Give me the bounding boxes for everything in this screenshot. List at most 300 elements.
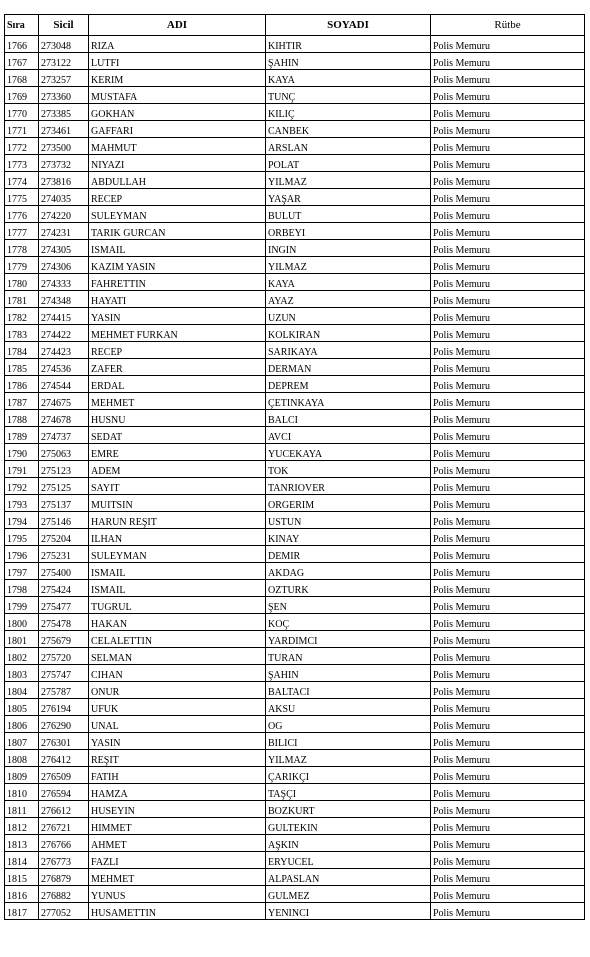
- cell-sira: 1803: [5, 665, 39, 682]
- cell-sicil: 275125: [39, 478, 89, 495]
- cell-soyadi: POLAT: [266, 155, 431, 172]
- cell-adi: KERIM: [89, 70, 266, 87]
- cell-sira: 1777: [5, 223, 39, 240]
- cell-sicil: 275477: [39, 597, 89, 614]
- cell-soyadi: KOÇ: [266, 614, 431, 631]
- table-row: [5, 427, 585, 444]
- cell-sicil: 274306: [39, 257, 89, 274]
- cell-sicil: 276290: [39, 716, 89, 733]
- cell-sicil: 275146: [39, 512, 89, 529]
- cell-rutbe: Polis Memuru: [431, 784, 585, 801]
- cell-adi: HAMZA: [89, 784, 266, 801]
- table-row: [5, 70, 585, 87]
- cell-soyadi: AKDAG: [266, 563, 431, 580]
- cell-sira: 1789: [5, 427, 39, 444]
- cell-rutbe: Polis Memuru: [431, 138, 585, 155]
- cell-adi: GOKHAN: [89, 104, 266, 121]
- cell-sicil: 274544: [39, 376, 89, 393]
- cell-soyadi: BALCI: [266, 410, 431, 427]
- cell-sicil: 274536: [39, 359, 89, 376]
- cell-adi: SEDAT: [89, 427, 266, 444]
- cell-rutbe: Polis Memuru: [431, 274, 585, 291]
- table-row: [5, 614, 585, 631]
- table-row: [5, 189, 585, 206]
- personnel-list-sheet: [4, 14, 584, 920]
- cell-rutbe: Polis Memuru: [431, 172, 585, 189]
- cell-sicil: 276194: [39, 699, 89, 716]
- cell-soyadi: ŞAHIN: [266, 665, 431, 682]
- cell-rutbe: Polis Memuru: [431, 563, 585, 580]
- table-row: [5, 342, 585, 359]
- table-row: [5, 648, 585, 665]
- table-row: [5, 155, 585, 172]
- table-row: [5, 223, 585, 240]
- cell-rutbe: Polis Memuru: [431, 886, 585, 903]
- cell-sira: 1814: [5, 852, 39, 869]
- cell-soyadi: YENINCI: [266, 903, 431, 920]
- cell-sira: 1795: [5, 529, 39, 546]
- cell-rutbe: Polis Memuru: [431, 580, 585, 597]
- cell-soyadi: AŞKIN: [266, 835, 431, 852]
- cell-sira: 1779: [5, 257, 39, 274]
- cell-sira: 1770: [5, 104, 39, 121]
- table-row: [5, 325, 585, 342]
- cell-sicil: 276594: [39, 784, 89, 801]
- cell-adi: HUSEYIN: [89, 801, 266, 818]
- cell-rutbe: Polis Memuru: [431, 512, 585, 529]
- cell-rutbe: Polis Memuru: [431, 478, 585, 495]
- cell-rutbe: Polis Memuru: [431, 869, 585, 886]
- cell-sicil: 275787: [39, 682, 89, 699]
- cell-soyadi: BOZKURT: [266, 801, 431, 818]
- cell-soyadi: ŞAHIN: [266, 53, 431, 70]
- cell-sira: 1808: [5, 750, 39, 767]
- cell-soyadi: DEPREM: [266, 376, 431, 393]
- cell-sira: 1800: [5, 614, 39, 631]
- cell-adi: KAZIM YASIN: [89, 257, 266, 274]
- cell-soyadi: AVCI: [266, 427, 431, 444]
- cell-rutbe: Polis Memuru: [431, 240, 585, 257]
- cell-soyadi: YAŞAR: [266, 189, 431, 206]
- cell-rutbe: Polis Memuru: [431, 70, 585, 87]
- cell-adi: ERDAL: [89, 376, 266, 393]
- cell-soyadi: TUNÇ: [266, 87, 431, 104]
- table-row: [5, 121, 585, 138]
- cell-sicil: 275424: [39, 580, 89, 597]
- cell-rutbe: Polis Memuru: [431, 87, 585, 104]
- cell-soyadi: TOK: [266, 461, 431, 478]
- cell-adi: MEHMET FURKAN: [89, 325, 266, 342]
- cell-rutbe: Polis Memuru: [431, 903, 585, 920]
- cell-sicil: 274231: [39, 223, 89, 240]
- cell-soyadi: UZUN: [266, 308, 431, 325]
- cell-sicil: 274675: [39, 393, 89, 410]
- cell-sicil: 276721: [39, 818, 89, 835]
- cell-soyadi: OG: [266, 716, 431, 733]
- cell-soyadi: GULTEKIN: [266, 818, 431, 835]
- cell-soyadi: DEMIR: [266, 546, 431, 563]
- cell-rutbe: Polis Memuru: [431, 529, 585, 546]
- table-row: [5, 376, 585, 393]
- cell-sicil: 273257: [39, 70, 89, 87]
- cell-sicil: 275720: [39, 648, 89, 665]
- cell-rutbe: Polis Memuru: [431, 359, 585, 376]
- cell-sicil: 273816: [39, 172, 89, 189]
- cell-soyadi: USTUN: [266, 512, 431, 529]
- cell-rutbe: Polis Memuru: [431, 835, 585, 852]
- cell-sicil: 276879: [39, 869, 89, 886]
- cell-sicil: 274423: [39, 342, 89, 359]
- cell-sira: 1802: [5, 648, 39, 665]
- cell-rutbe: Polis Memuru: [431, 325, 585, 342]
- cell-soyadi: ORGERIM: [266, 495, 431, 512]
- cell-soyadi: YILMAZ: [266, 257, 431, 274]
- table-row: [5, 359, 585, 376]
- cell-soyadi: ARSLAN: [266, 138, 431, 155]
- table-row: [5, 206, 585, 223]
- cell-sira: 1780: [5, 274, 39, 291]
- cell-soyadi: KAYA: [266, 70, 431, 87]
- header-adi: ADI: [89, 15, 266, 36]
- cell-rutbe: Polis Memuru: [431, 427, 585, 444]
- cell-sira: 1782: [5, 308, 39, 325]
- cell-rutbe: Polis Memuru: [431, 53, 585, 70]
- cell-sicil: 273732: [39, 155, 89, 172]
- table-row: [5, 308, 585, 325]
- cell-sira: 1768: [5, 70, 39, 87]
- table-row: [5, 903, 585, 920]
- cell-soyadi: KIHTIR: [266, 36, 431, 53]
- cell-sira: 1781: [5, 291, 39, 308]
- table-row: [5, 580, 585, 597]
- cell-adi: ISMAIL: [89, 580, 266, 597]
- table-row: [5, 818, 585, 835]
- table-row: [5, 869, 585, 886]
- cell-adi: NIYAZI: [89, 155, 266, 172]
- table-row: [5, 257, 585, 274]
- cell-rutbe: Polis Memuru: [431, 308, 585, 325]
- cell-sicil: 275063: [39, 444, 89, 461]
- cell-soyadi: ŞEN: [266, 597, 431, 614]
- cell-soyadi: YARDIMCI: [266, 631, 431, 648]
- cell-soyadi: TANRIOVER: [266, 478, 431, 495]
- cell-sicil: 275400: [39, 563, 89, 580]
- cell-adi: YUNUS: [89, 886, 266, 903]
- cell-rutbe: Polis Memuru: [431, 223, 585, 240]
- cell-sicil: 276773: [39, 852, 89, 869]
- cell-soyadi: KAYA: [266, 274, 431, 291]
- cell-adi: EMRE: [89, 444, 266, 461]
- cell-sira: 1807: [5, 733, 39, 750]
- cell-sira: 1804: [5, 682, 39, 699]
- table-row: [5, 597, 585, 614]
- cell-adi: UNAL: [89, 716, 266, 733]
- table-row: [5, 699, 585, 716]
- cell-sicil: 276766: [39, 835, 89, 852]
- table-row: [5, 682, 585, 699]
- cell-rutbe: Polis Memuru: [431, 682, 585, 699]
- cell-sicil: 274422: [39, 325, 89, 342]
- table-row: [5, 461, 585, 478]
- cell-sira: 1796: [5, 546, 39, 563]
- table-row: [5, 495, 585, 512]
- cell-soyadi: AKSU: [266, 699, 431, 716]
- cell-sicil: 274305: [39, 240, 89, 257]
- cell-soyadi: CANBEK: [266, 121, 431, 138]
- cell-adi: ABDULLAH: [89, 172, 266, 189]
- cell-sicil: 273122: [39, 53, 89, 70]
- cell-sicil: 275137: [39, 495, 89, 512]
- cell-adi: MUSTAFA: [89, 87, 266, 104]
- table-header-row: [5, 15, 585, 36]
- header-sicil: Sicil: [39, 15, 89, 36]
- cell-sicil: 273048: [39, 36, 89, 53]
- cell-adi: HUSNU: [89, 410, 266, 427]
- cell-sira: 1774: [5, 172, 39, 189]
- cell-sicil: 276301: [39, 733, 89, 750]
- cell-adi: SAYIT: [89, 478, 266, 495]
- cell-rutbe: Polis Memuru: [431, 376, 585, 393]
- cell-sira: 1785: [5, 359, 39, 376]
- cell-soyadi: KINAY: [266, 529, 431, 546]
- cell-adi: ISMAIL: [89, 563, 266, 580]
- cell-soyadi: KILIÇ: [266, 104, 431, 121]
- header-sira: Sıra: [5, 15, 39, 36]
- cell-sira: 1778: [5, 240, 39, 257]
- cell-soyadi: YUCEKAYA: [266, 444, 431, 461]
- table-row: [5, 87, 585, 104]
- cell-rutbe: Polis Memuru: [431, 189, 585, 206]
- cell-adi: LUTFI: [89, 53, 266, 70]
- table-row: [5, 393, 585, 410]
- table-row: [5, 104, 585, 121]
- table-row: [5, 750, 585, 767]
- cell-adi: REŞIT: [89, 750, 266, 767]
- cell-sicil: 273360: [39, 87, 89, 104]
- table-row: [5, 291, 585, 308]
- table-row: [5, 665, 585, 682]
- cell-soyadi: BILICI: [266, 733, 431, 750]
- table-row: [5, 172, 585, 189]
- cell-soyadi: TAŞÇI: [266, 784, 431, 801]
- cell-adi: ZAFER: [89, 359, 266, 376]
- table-row: [5, 240, 585, 257]
- cell-adi: SULEYMAN: [89, 206, 266, 223]
- cell-sicil: 273500: [39, 138, 89, 155]
- cell-adi: ISMAIL: [89, 240, 266, 257]
- cell-sira: 1775: [5, 189, 39, 206]
- cell-sira: 1769: [5, 87, 39, 104]
- cell-rutbe: Polis Memuru: [431, 648, 585, 665]
- cell-adi: YASIN: [89, 733, 266, 750]
- cell-soyadi: ALPASLAN: [266, 869, 431, 886]
- cell-sicil: 274035: [39, 189, 89, 206]
- cell-adi: MEHMET: [89, 393, 266, 410]
- cell-soyadi: KOLKIRAN: [266, 325, 431, 342]
- cell-adi: FAZLI: [89, 852, 266, 869]
- cell-adi: ILHAN: [89, 529, 266, 546]
- cell-sira: 1799: [5, 597, 39, 614]
- cell-adi: HAKAN: [89, 614, 266, 631]
- cell-rutbe: Polis Memuru: [431, 699, 585, 716]
- table-row: [5, 36, 585, 53]
- cell-rutbe: Polis Memuru: [431, 767, 585, 784]
- cell-rutbe: Polis Memuru: [431, 393, 585, 410]
- cell-soyadi: TURAN: [266, 648, 431, 665]
- cell-soyadi: ÇETINKAYA: [266, 393, 431, 410]
- cell-adi: FAHRETTIN: [89, 274, 266, 291]
- cell-adi: TUGRUL: [89, 597, 266, 614]
- cell-sira: 1812: [5, 818, 39, 835]
- cell-sira: 1813: [5, 835, 39, 852]
- cell-rutbe: Polis Memuru: [431, 291, 585, 308]
- table-row: [5, 852, 585, 869]
- cell-sira: 1771: [5, 121, 39, 138]
- cell-soyadi: OZTURK: [266, 580, 431, 597]
- cell-sira: 1797: [5, 563, 39, 580]
- cell-adi: HIMMET: [89, 818, 266, 835]
- table-row: [5, 733, 585, 750]
- cell-adi: GAFFARI: [89, 121, 266, 138]
- cell-soyadi: INGIN: [266, 240, 431, 257]
- cell-soyadi: YILMAZ: [266, 750, 431, 767]
- cell-rutbe: Polis Memuru: [431, 733, 585, 750]
- table-row: [5, 53, 585, 70]
- table-body: [5, 36, 585, 920]
- cell-sicil: 275204: [39, 529, 89, 546]
- cell-rutbe: Polis Memuru: [431, 750, 585, 767]
- cell-sira: 1809: [5, 767, 39, 784]
- cell-adi: HARUN REŞIT: [89, 512, 266, 529]
- cell-sira: 1810: [5, 784, 39, 801]
- cell-sira: 1815: [5, 869, 39, 886]
- cell-adi: SULEYMAN: [89, 546, 266, 563]
- cell-sira: 1784: [5, 342, 39, 359]
- table-row: [5, 478, 585, 495]
- cell-sicil: 274348: [39, 291, 89, 308]
- cell-adi: HUSAMETTIN: [89, 903, 266, 920]
- cell-adi: CELALETTIN: [89, 631, 266, 648]
- cell-rutbe: Polis Memuru: [431, 104, 585, 121]
- cell-sicil: 274737: [39, 427, 89, 444]
- cell-adi: CIHAN: [89, 665, 266, 682]
- cell-sira: 1787: [5, 393, 39, 410]
- cell-adi: FATIH: [89, 767, 266, 784]
- cell-rutbe: Polis Memuru: [431, 206, 585, 223]
- table-row: [5, 546, 585, 563]
- cell-sicil: 275231: [39, 546, 89, 563]
- cell-adi: MAHMUT: [89, 138, 266, 155]
- table-row: [5, 767, 585, 784]
- cell-sicil: 273385: [39, 104, 89, 121]
- cell-sira: 1792: [5, 478, 39, 495]
- cell-sira: 1783: [5, 325, 39, 342]
- cell-sicil: 276412: [39, 750, 89, 767]
- cell-sira: 1767: [5, 53, 39, 70]
- header-soyadi: SOYADI: [266, 15, 431, 36]
- table-row: [5, 410, 585, 427]
- cell-sira: 1786: [5, 376, 39, 393]
- cell-sira: 1816: [5, 886, 39, 903]
- cell-adi: ONUR: [89, 682, 266, 699]
- cell-soyadi: BALTACI: [266, 682, 431, 699]
- cell-sira: 1776: [5, 206, 39, 223]
- cell-sira: 1773: [5, 155, 39, 172]
- cell-sira: 1766: [5, 36, 39, 53]
- cell-adi: RECEP: [89, 342, 266, 359]
- table-row: [5, 444, 585, 461]
- cell-sira: 1794: [5, 512, 39, 529]
- cell-adi: RECEP: [89, 189, 266, 206]
- cell-sira: 1801: [5, 631, 39, 648]
- cell-sira: 1772: [5, 138, 39, 155]
- cell-sira: 1788: [5, 410, 39, 427]
- cell-adi: TARIK GURCAN: [89, 223, 266, 240]
- cell-sicil: 276509: [39, 767, 89, 784]
- cell-adi: MEHMET: [89, 869, 266, 886]
- cell-sicil: 275679: [39, 631, 89, 648]
- cell-sira: 1793: [5, 495, 39, 512]
- cell-sicil: 276612: [39, 801, 89, 818]
- cell-rutbe: Polis Memuru: [431, 410, 585, 427]
- cell-soyadi: GULMEZ: [266, 886, 431, 903]
- cell-sira: 1811: [5, 801, 39, 818]
- cell-rutbe: Polis Memuru: [431, 121, 585, 138]
- header-rutbe: Rütbe: [431, 15, 585, 36]
- cell-adi: HAYATI: [89, 291, 266, 308]
- table-row: [5, 784, 585, 801]
- cell-rutbe: Polis Memuru: [431, 342, 585, 359]
- cell-sicil: 277052: [39, 903, 89, 920]
- cell-adi: ADEM: [89, 461, 266, 478]
- cell-rutbe: Polis Memuru: [431, 801, 585, 818]
- personnel-table: [4, 14, 585, 920]
- cell-sicil: 275123: [39, 461, 89, 478]
- cell-rutbe: Polis Memuru: [431, 495, 585, 512]
- cell-sira: 1805: [5, 699, 39, 716]
- cell-soyadi: SARIKAYA: [266, 342, 431, 359]
- cell-soyadi: ORBEYI: [266, 223, 431, 240]
- cell-soyadi: AYAZ: [266, 291, 431, 308]
- cell-rutbe: Polis Memuru: [431, 614, 585, 631]
- cell-sicil: 275478: [39, 614, 89, 631]
- cell-adi: YASIN: [89, 308, 266, 325]
- table-row: [5, 512, 585, 529]
- table-row: [5, 801, 585, 818]
- cell-sicil: 275747: [39, 665, 89, 682]
- cell-soyadi: ERYUCEL: [266, 852, 431, 869]
- cell-soyadi: YILMAZ: [266, 172, 431, 189]
- table-row: [5, 716, 585, 733]
- cell-rutbe: Polis Memuru: [431, 461, 585, 478]
- cell-sira: 1806: [5, 716, 39, 733]
- table-row: [5, 138, 585, 155]
- table-row: [5, 631, 585, 648]
- table-row: [5, 835, 585, 852]
- cell-rutbe: Polis Memuru: [431, 155, 585, 172]
- cell-rutbe: Polis Memuru: [431, 597, 585, 614]
- cell-adi: AHMET: [89, 835, 266, 852]
- cell-rutbe: Polis Memuru: [431, 852, 585, 869]
- cell-adi: UFUK: [89, 699, 266, 716]
- table-row: [5, 274, 585, 291]
- cell-sicil: 274333: [39, 274, 89, 291]
- cell-rutbe: Polis Memuru: [431, 36, 585, 53]
- cell-sira: 1790: [5, 444, 39, 461]
- table-row: [5, 529, 585, 546]
- cell-soyadi: DERMAN: [266, 359, 431, 376]
- cell-sicil: 273461: [39, 121, 89, 138]
